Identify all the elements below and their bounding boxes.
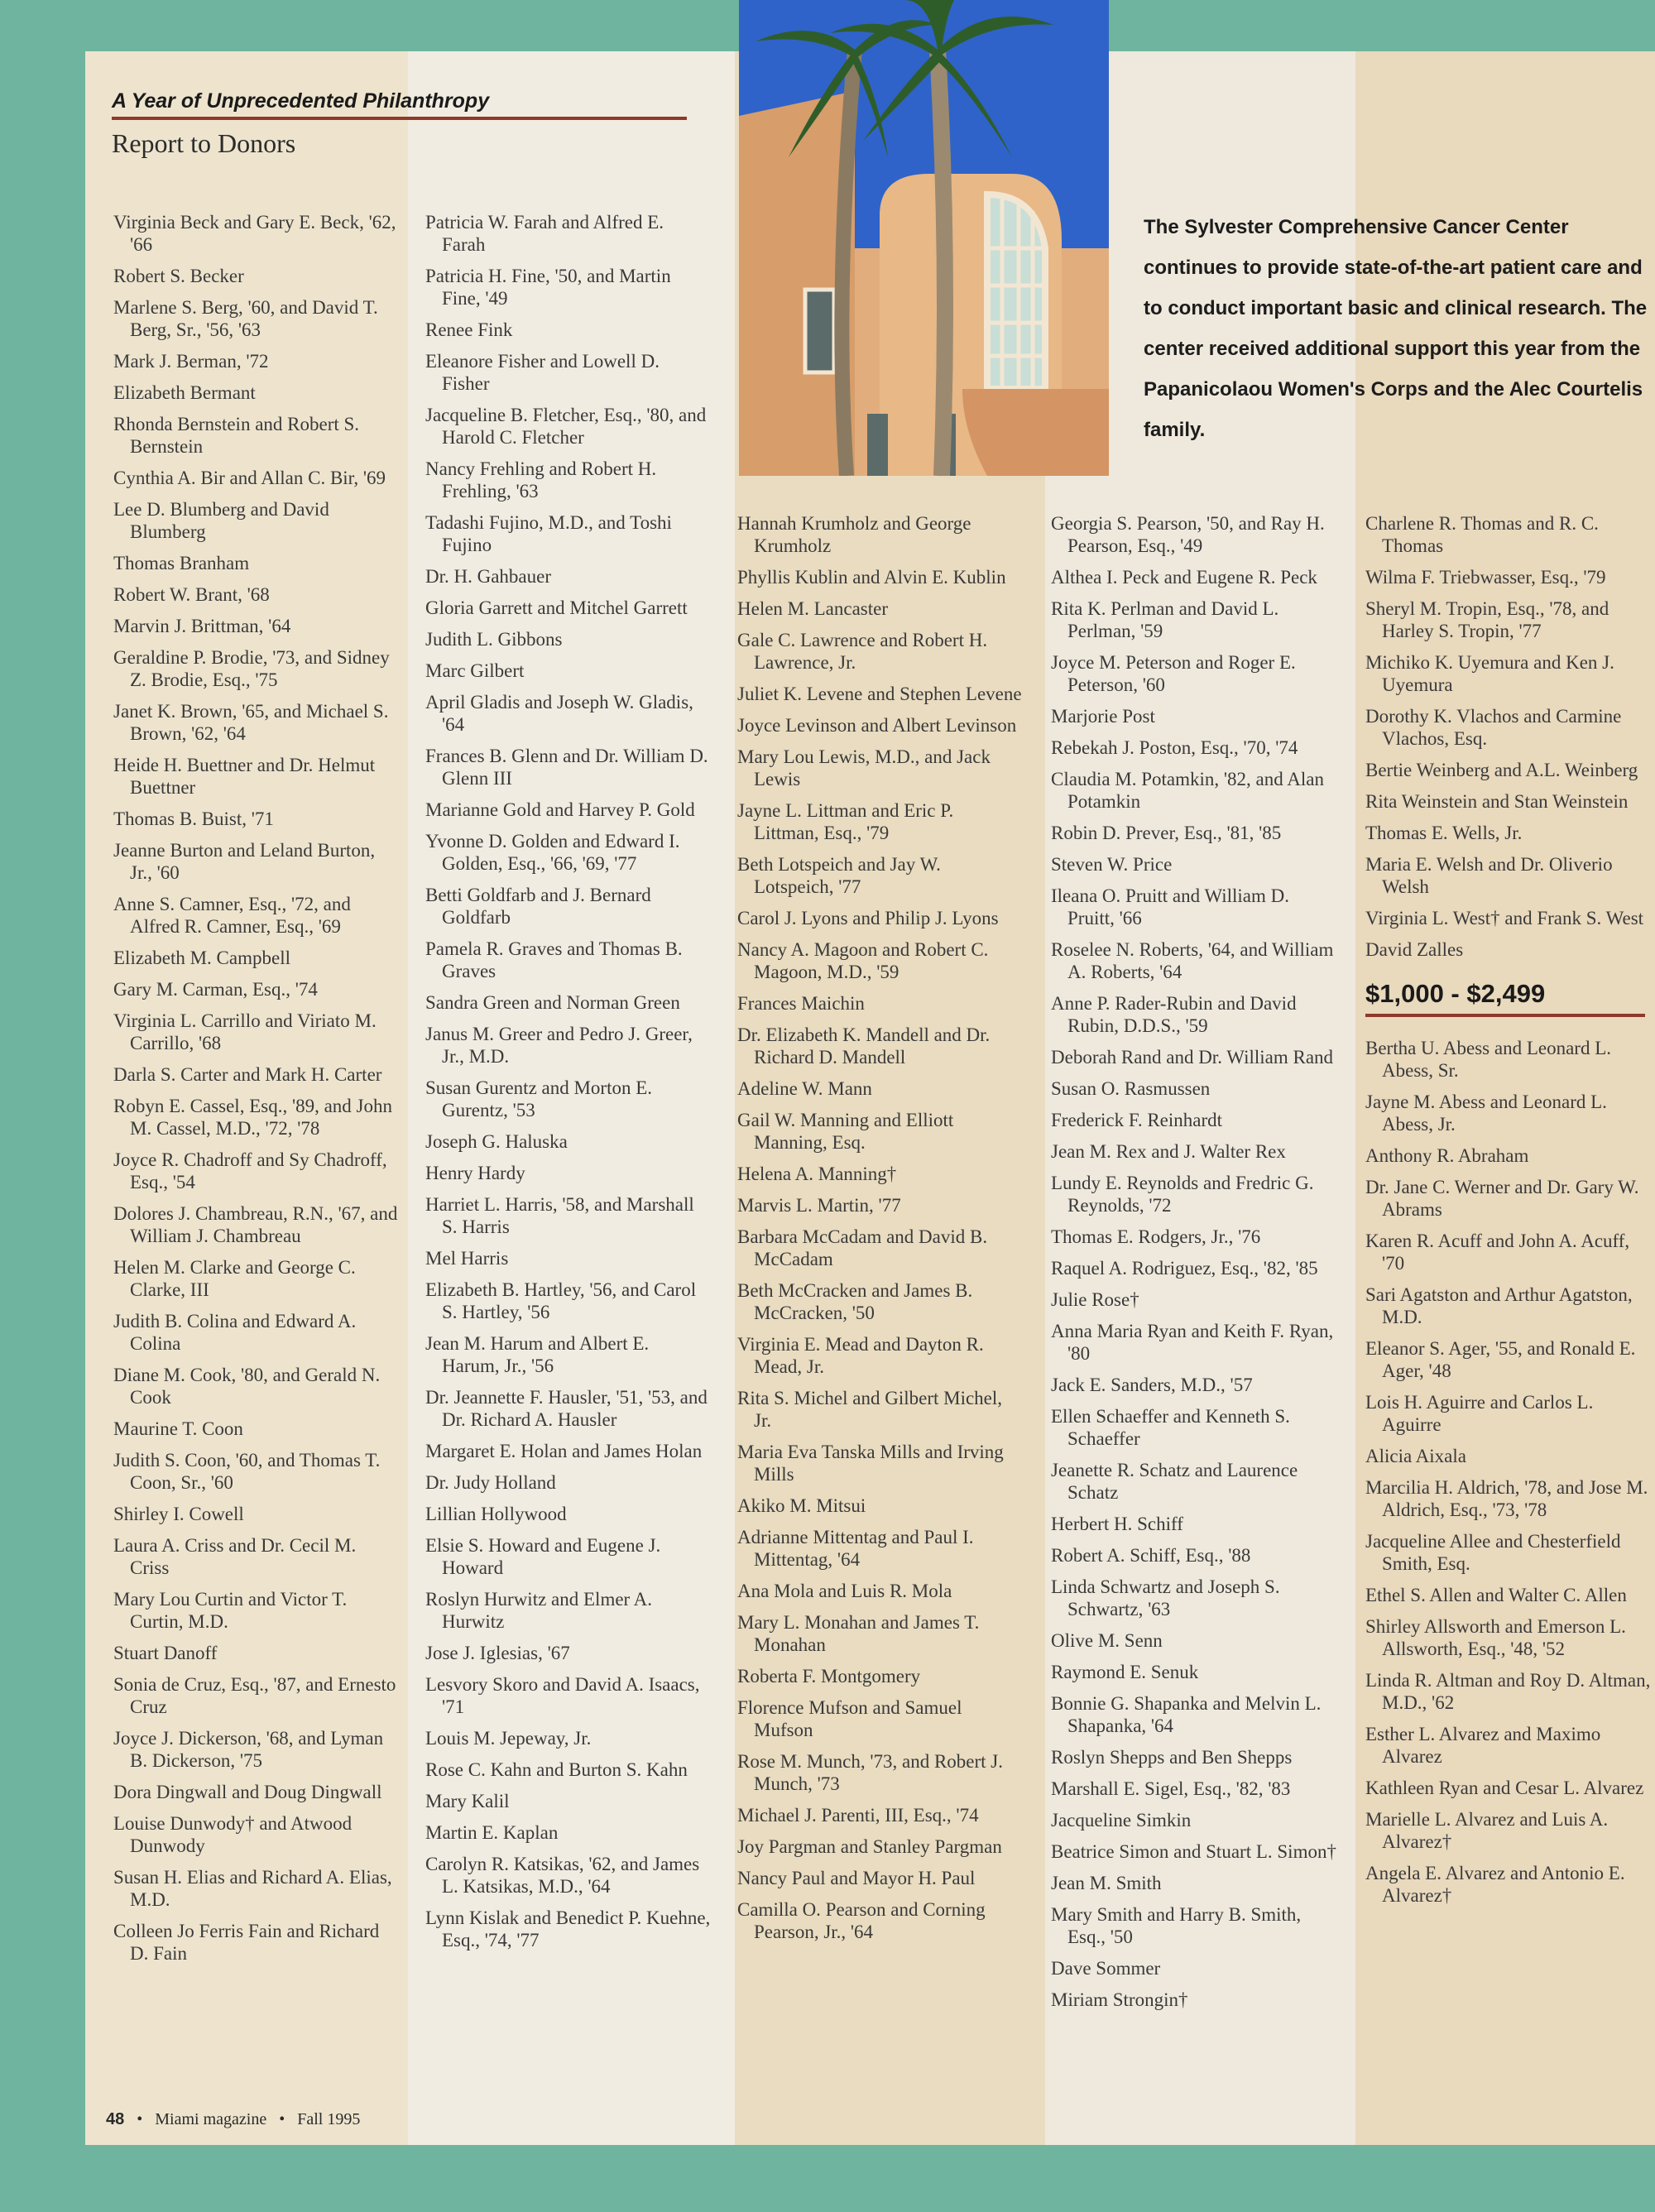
donor-entry: Lesvory Skoro and David A. Isaacs, '71 [425, 1674, 700, 1717]
donor-entry: Gloria Garrett and Mitchel Garrett [425, 597, 688, 618]
donor-entry: Dora Dingwall and Doug Dingwall [113, 1782, 382, 1802]
donor-entry: Roslyn Shepps and Ben Shepps [1051, 1747, 1293, 1768]
donor-entry: Dorothy K. Vlachos and Carmine Vlachos, Esq. [1365, 706, 1622, 749]
donor-entry: April Gladis and Joseph W. Gladis, '64 [425, 692, 693, 735]
donor-entry: Lee D. Blumberg and David Blumberg [113, 499, 329, 542]
donor-entry: Jean M. Rex and J. Walter Rex [1051, 1141, 1286, 1162]
donor-entry: Gail W. Manning and Elliott Manning, Esq. [737, 1110, 954, 1153]
donor-entry: Dr. Jane C. Werner and Dr. Gary W. Abrams [1365, 1177, 1639, 1220]
donor-entry: Cynthia A. Bir and Allan C. Bir, '69 [113, 468, 386, 488]
donor-entry: Beth Lotspeich and Jay W. Lotspeich, '77 [737, 854, 941, 897]
donor-entry: Mary L. Monahan and James T. Monahan [737, 1612, 980, 1655]
donor-entry: Dolores J. Chambreau, R.N., '67, and William J. Chambreau [113, 1203, 398, 1246]
donor-entry: Rita K. Perlman and David L. Perlman, '59 [1051, 598, 1279, 641]
footer-bullet: • [137, 2110, 143, 2128]
donor-entry: Judith L. Gibbons [425, 629, 563, 650]
donor-entry: Joyce R. Chadroff and Sy Chadroff, Esq., '54 [113, 1149, 387, 1192]
donor-entry: Marvis L. Martin, '77 [737, 1195, 901, 1216]
donor-entry: Marjorie Post [1051, 706, 1155, 727]
donor-entry: Mary Lou Lewis, M.D., and Jack Lewis [737, 746, 991, 789]
donor-entry: Maria Eva Tanska Mills and Irving Mills [737, 1442, 1004, 1485]
donor-entry: Henry Hardy [425, 1163, 525, 1183]
donor-entry: Kathleen Ryan and Cesar L. Alvarez [1365, 1778, 1644, 1798]
donor-entry: Jack E. Sanders, M.D., '57 [1051, 1375, 1253, 1395]
donor-entry: Robert W. Brant, '68 [113, 584, 270, 605]
donor-entry: Elizabeth M. Campbell [113, 948, 290, 968]
donor-column-1 [113, 211, 399, 1974]
page-number: 48 [106, 2110, 125, 2128]
donor-entry: Betti Goldfarb and J. Bernard Goldfarb [425, 885, 651, 928]
donor-entry: Dave Sommer [1051, 1958, 1161, 1979]
donor-entry: Adrianne Mittentag and Paul I. Mittentag, '64 [737, 1527, 974, 1570]
donor-entry: Barbara McCadam and David B. McCadam [737, 1226, 988, 1269]
donor-entry: Lillian Hollywood [425, 1504, 567, 1524]
donor-entry: Susan H. Elias and Richard A. Elias, M.D. [113, 1867, 392, 1910]
donor-entry: Shirley Allsworth and Emerson L. Allsworth, Esq., '48, '52 [1365, 1616, 1626, 1659]
donor-entry: Virginia L. Carrillo and Viriato M. Carrillo, '68 [113, 1010, 377, 1053]
donor-entry: Stuart Danoff [113, 1643, 218, 1663]
donor-entry: Marvin J. Brittman, '64 [113, 616, 291, 636]
donor-entry: Jose J. Iglesias, '67 [425, 1643, 570, 1663]
donor-entry: Colleen Jo Ferris Fain and Richard D. Fain [113, 1921, 380, 1964]
donor-entry: Jacqueline Simkin [1051, 1810, 1192, 1831]
donor-entry: Nancy Frehling and Robert H. Frehling, '63 [425, 458, 657, 501]
donor-entry: Herbert H. Schiff [1051, 1514, 1183, 1534]
donor-entry: Robert S. Becker [113, 266, 244, 286]
donor-entry: Michael J. Parenti, III, Esq., '74 [737, 1805, 979, 1826]
donor-entry: Sari Agatston and Arthur Agatston, M.D. [1365, 1284, 1633, 1327]
donor-entry: Wilma F. Triebwasser, Esq., '79 [1365, 567, 1606, 588]
donor-entry: Lois H. Aguirre and Carlos L. Aguirre [1365, 1392, 1594, 1435]
donor-entry: Thomas E. Wells, Jr. [1365, 823, 1523, 843]
donor-column-2 [425, 211, 711, 1960]
donor-entry: Claudia M. Potamkin, '82, and Alan Potamkin [1051, 769, 1324, 812]
donor-entry: Ethel S. Allen and Walter C. Allen [1365, 1585, 1627, 1605]
donor-entry: Joy Pargman and Stanley Pargman [737, 1836, 1002, 1857]
donor-entry: David Zalles [1365, 939, 1464, 960]
donor-entry: Carol J. Lyons and Philip J. Lyons [737, 908, 999, 928]
donor-entry: Steven W. Price [1051, 854, 1173, 875]
donor-entry: Eleanor S. Ager, '55, and Ronald E. Ager, '48 [1365, 1338, 1636, 1381]
donor-entry: Ileana O. Pruitt and William D. Pruitt, '66 [1051, 885, 1290, 928]
section-title: A Year of Unprecedented Philanthropy [112, 89, 490, 113]
donor-entry: Diane M. Cook, '80, and Gerald N. Cook [113, 1365, 381, 1408]
donor-entry: Virginia Beck and Gary E. Beck, '62, '66 [113, 212, 396, 255]
donor-entry: Helen M. Clarke and George C. Clarke, III [113, 1257, 356, 1300]
donor-entry: Robyn E. Cassel, Esq., '89, and John M. Cassel, M.D., '72, '78 [113, 1096, 392, 1139]
donor-list-continued [1365, 512, 1651, 961]
donor-entry: Harriet L. Harris, '58, and Marshall S. Harris [425, 1194, 694, 1237]
donor-entry: Helena A. Manning† [737, 1164, 897, 1184]
donor-entry: Martin E. Kaplan [425, 1822, 559, 1843]
donor-entry: Sheryl M. Tropin, Esq., '78, and Harley S. Tropin, '77 [1365, 598, 1609, 641]
donor-entry: Joyce J. Dickerson, '68, and Lyman B. Dickerson, '75 [113, 1728, 384, 1771]
donor-entry: Joyce Levinson and Albert Levinson [737, 715, 1017, 736]
donor-entry: Miriam Strongin† [1051, 1989, 1188, 2010]
donor-entry: Anne P. Rader-Rubin and David Rubin, D.D.S., '59 [1051, 993, 1297, 1036]
donor-entry: Adeline W. Mann [737, 1078, 872, 1099]
donor-entry: Yvonne D. Golden and Edward I. Golden, Esq., '66, '69, '77 [425, 831, 680, 874]
donor-entry: Roslyn Hurwitz and Elmer A. Hurwitz [425, 1589, 653, 1632]
donor-entry: Maria E. Welsh and Dr. Oliverio Welsh [1365, 854, 1613, 897]
donor-entry: Karen R. Acuff and John A. Acuff, '70 [1365, 1231, 1630, 1274]
donor-entry: Mary Kalil [425, 1791, 510, 1811]
tier-rule [1365, 1014, 1645, 1017]
donor-entry: Sandra Green and Norman Green [425, 992, 680, 1013]
donor-list-tier [1365, 1037, 1651, 1907]
donor-entry: Frederick F. Reinhardt [1051, 1110, 1223, 1130]
donor-entry: Joyce M. Peterson and Roger E. Peterson, '60 [1051, 652, 1296, 695]
donor-entry: Dr. Elizabeth K. Mandell and Dr. Richard D. Mandell [737, 1024, 991, 1068]
page-footer [106, 2110, 360, 2129]
donor-entry: Eleanore Fisher and Lowell D. Fisher [425, 351, 660, 394]
donor-column-5 [1365, 512, 1651, 1916]
donor-entry: Margaret E. Holan and James Holan [425, 1441, 703, 1461]
donor-entry: Mary Lou Curtin and Victor T. Curtin, M.D. [113, 1589, 348, 1632]
donor-entry: Marcilia H. Aldrich, '78, and Jose M. Aldrich, Esq., '73, '78 [1365, 1477, 1648, 1520]
donor-entry: Thomas E. Rodgers, Jr., '76 [1051, 1226, 1261, 1247]
donor-entry: Nancy Paul and Mayor H. Paul [737, 1868, 976, 1888]
donor-entry: Olive M. Senn [1051, 1630, 1163, 1651]
donor-entry: Geraldine P. Brodie, '73, and Sidney Z. Brodie, Esq., '75 [113, 647, 390, 690]
donor-entry: Marianne Gold and Harvey P. Gold [425, 799, 695, 820]
donor-entry: Bertie Weinberg and A.L. Weinberg [1365, 760, 1638, 780]
donor-entry: Heide H. Buettner and Dr. Helmut Buettner [113, 755, 376, 798]
donor-entry: Mel Harris [425, 1248, 509, 1269]
donor-entry: Linda Schwartz and Joseph S. Schwartz, '63 [1051, 1576, 1280, 1619]
donor-entry: Alicia Aixala [1365, 1446, 1466, 1466]
donor-entry: Jayne L. Littman and Eric P. Littman, Esq., '79 [737, 800, 954, 843]
footer-bullet: • [279, 2110, 285, 2128]
donor-entry: Rose C. Kahn and Burton S. Kahn [425, 1759, 688, 1780]
issue-date: Fall 1995 [297, 2110, 361, 2128]
donor-entry: Julie Rose† [1051, 1289, 1139, 1310]
donor-entry: Thomas B. Buist, '71 [113, 809, 274, 829]
donor-entry: Joseph G. Haluska [425, 1131, 568, 1152]
donor-entry: Marlene S. Berg, '60, and David T. Berg, Sr., '56, '63 [113, 297, 378, 340]
donor-entry: Anna Maria Ryan and Keith F. Ryan, '80 [1051, 1321, 1334, 1364]
donor-entry: Rita S. Michel and Gilbert Michel, Jr. [737, 1388, 1003, 1431]
donor-entry: Rhonda Bernstein and Robert S. Bernstein [113, 414, 360, 457]
donor-column-4 [1051, 512, 1336, 2020]
donor-entry: Mark J. Berman, '72 [113, 351, 269, 372]
donor-entry: Roselee N. Roberts, '64, and William A. Roberts, '64 [1051, 939, 1334, 982]
donor-entry: Jeanne Burton and Leland Burton, Jr., '60 [113, 840, 376, 883]
donor-entry: Nancy A. Magoon and Robert C. Magoon, M.D., '59 [737, 939, 989, 982]
donor-entry: Janus M. Greer and Pedro J. Greer, Jr., M.D. [425, 1024, 693, 1067]
donor-entry: Renee Fink [425, 319, 513, 340]
donor-entry: Louise Dunwody† and Atwood Dunwody [113, 1813, 353, 1856]
palm-building-illustration [739, 0, 1109, 476]
donor-entry: Ellen Schaeffer and Kenneth S. Schaeffer [1051, 1406, 1290, 1449]
donor-entry: Dr. Judy Holland [425, 1472, 556, 1493]
donor-entry: Michiko K. Uyemura and Ken J. Uyemura [1365, 652, 1614, 695]
donor-entry: Raquel A. Rodriguez, Esq., '82, '85 [1051, 1258, 1318, 1279]
donor-column-3 [737, 512, 1023, 1952]
donor-entry: Robert A. Schiff, Esq., '88 [1051, 1545, 1251, 1566]
donor-entry: Bertha U. Abess and Leonard L. Abess, Sr. [1365, 1038, 1612, 1081]
donor-entry: Frances B. Glenn and Dr. William D. Glenn III [425, 746, 708, 789]
donor-entry: Maurine T. Coon [113, 1418, 243, 1439]
donor-entry: Virginia E. Mead and Dayton R. Mead, Jr. [737, 1334, 984, 1377]
donor-entry: Tadashi Fujino, M.D., and Toshi Fujino [425, 512, 672, 555]
donor-entry: Rita Weinstein and Stan Weinstein [1365, 791, 1629, 812]
donor-entry: Thomas Branham [113, 553, 250, 573]
donor-entry: Sonia de Cruz, Esq., '87, and Ernesto Cruz [113, 1674, 396, 1717]
donor-entry: Ana Mola and Luis R. Mola [737, 1581, 952, 1601]
donor-entry: Patricia H. Fine, '50, and Martin Fine, '49 [425, 266, 671, 309]
donor-entry: Jean M. Smith [1051, 1873, 1162, 1893]
donor-entry: Marshall E. Sigel, Esq., '82, '83 [1051, 1778, 1291, 1799]
donor-entry: Marielle L. Alvarez and Luis A. Alvarez† [1365, 1809, 1609, 1852]
donor-entry: Patricia W. Farah and Alfred E. Farah [425, 212, 664, 255]
donor-entry: Jayne M. Abess and Leonard L. Abess, Jr. [1365, 1092, 1607, 1135]
donor-entry: Robin D. Prever, Esq., '81, '85 [1051, 823, 1282, 843]
donor-entry: Helen M. Lancaster [737, 598, 889, 619]
donor-entry: Althea I. Peck and Eugene R. Peck [1051, 567, 1317, 588]
donor-entry: Anne S. Camner, Esq., '72, and Alfred R. Camner, Esq., '69 [113, 894, 351, 937]
donor-entry: Susan O. Rasmussen [1051, 1078, 1211, 1099]
donor-entry: Jacqueline B. Fletcher, Esq., '80, and Harold C. Fletcher [425, 405, 707, 448]
donor-entry: Jacqueline Allee and Chesterfield Smith, Esq. [1365, 1531, 1621, 1574]
donor-entry: Dr. H. Gahbauer [425, 566, 552, 587]
donor-entry: Gale C. Lawrence and Robert H. Lawrence, Jr. [737, 630, 988, 673]
donor-entry: Rebekah J. Poston, Esq., '70, '74 [1051, 737, 1298, 758]
donor-entry: Roberta F. Montgomery [737, 1666, 921, 1687]
donor-entry: Raymond E. Senuk [1051, 1662, 1199, 1682]
gift-tier-heading: $1,000 - $2,499 [1365, 979, 1546, 1008]
donor-entry: Judith B. Colina and Edward A. Colina [113, 1311, 357, 1354]
donor-entry: Juliet K. Levene and Stephen Levene [737, 684, 1022, 704]
donor-entry: Marc Gilbert [425, 660, 525, 681]
header-rule [112, 117, 687, 120]
donor-entry: Beth McCracken and James B. McCracken, '50 [737, 1280, 973, 1323]
donor-entry: Louis M. Jepeway, Jr. [425, 1728, 592, 1749]
publication-name: Miami magazine [155, 2110, 267, 2128]
donor-entry: Elizabeth B. Hartley, '56, and Carol S. Hartley, '56 [425, 1279, 697, 1322]
donor-entry: Gary M. Carman, Esq., '74 [113, 979, 318, 1000]
report-title: Report to Donors [112, 128, 296, 158]
donor-entry: Susan Gurentz and Morton E. Gurentz, '53 [425, 1077, 653, 1120]
donor-entry: Jeanette R. Schatz and Laurence Schatz [1051, 1460, 1298, 1503]
donor-entry: Judith S. Coon, '60, and Thomas T. Coon, Sr., '60 [113, 1450, 381, 1493]
donor-entry: Mary Smith and Harry B. Smith, Esq., '50 [1051, 1904, 1302, 1947]
donor-entry: Lundy E. Reynolds and Fredric G. Reynolds, '72 [1051, 1173, 1314, 1216]
donor-entry: Frances Maichin [737, 993, 865, 1014]
building-photo [739, 0, 1109, 476]
donor-entry: Linda R. Altman and Roy D. Altman, M.D., '62 [1365, 1670, 1651, 1713]
donor-entry: Shirley I. Cowell [113, 1504, 244, 1524]
donor-entry: Laura A. Criss and Dr. Cecil M. Criss [113, 1535, 357, 1578]
donor-entry: Angela E. Alvarez and Antonio E. Alvarez† [1365, 1863, 1625, 1906]
donor-entry: Jean M. Harum and Albert E. Harum, Jr., '56 [425, 1333, 650, 1376]
donor-entry: Hannah Krumholz and George Krumholz [737, 513, 971, 556]
donor-entry: Elsie S. Howard and Eugene J. Howard [425, 1535, 661, 1578]
donor-entry: Elizabeth Bermant [113, 382, 256, 403]
donor-entry: Florence Mufson and Samuel Mufson [737, 1697, 962, 1740]
donor-entry: Dr. Jeannette F. Hausler, '51, '53, and Dr. Richard A. Hausler [425, 1387, 708, 1430]
donor-entry: Virginia L. West† and Frank S. West [1365, 908, 1644, 928]
donor-entry: Charlene R. Thomas and R. C. Thomas [1365, 513, 1599, 556]
donor-entry: Deborah Rand and Dr. William Rand [1051, 1047, 1334, 1068]
donor-entry: Carolyn R. Katsikas, '62, and James L. Katsikas, M.D., '64 [425, 1854, 700, 1897]
donor-entry: Akiko M. Mitsui [737, 1495, 866, 1516]
donor-entry: Esther L. Alvarez and Maximo Alvarez [1365, 1724, 1601, 1767]
donor-entry: Darla S. Carter and Mark H. Carter [113, 1064, 382, 1085]
donor-entry: Georgia S. Pearson, '50, and Ray H. Pearson, Esq., '49 [1051, 513, 1325, 556]
donor-entry: Anthony R. Abraham [1365, 1145, 1529, 1166]
cancer-center-callout: The Sylvester Comprehensive Cancer Center continues to provide state-of-the-art patient care and to conduct important basic and clinical research. The center received additional support this year from the Papanicolaou Women's Corps and the Alec Courtelis family. [1144, 216, 1648, 441]
donor-entry: Lynn Kislak and Benedict P. Kuehne, Esq., '74, '77 [425, 1907, 711, 1950]
page-header [112, 89, 691, 159]
donor-entry: Phyllis Kublin and Alvin E. Kublin [737, 567, 1006, 588]
donor-entry: Rose M. Munch, '73, and Robert J. Munch, '73 [737, 1751, 1004, 1794]
donor-entry: Bonnie G. Shapanka and Melvin L. Shapanka, '64 [1051, 1693, 1322, 1736]
donor-entry: Pamela R. Graves and Thomas B. Graves [425, 938, 683, 981]
donor-entry: Beatrice Simon and Stuart L. Simon† [1051, 1841, 1336, 1862]
donor-entry: Camilla O. Pearson and Corning Pearson, Jr., '64 [737, 1899, 986, 1942]
donor-entry: Janet K. Brown, '65, and Michael S. Brown, '62, '64 [113, 701, 389, 744]
